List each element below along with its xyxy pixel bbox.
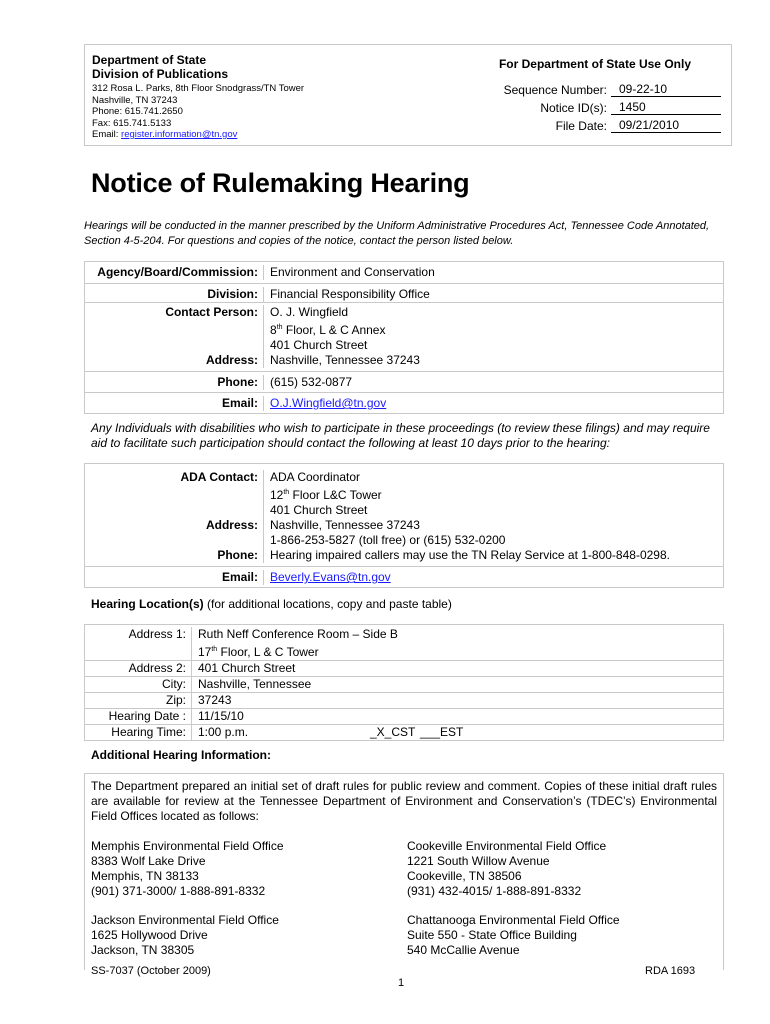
cst-checkbox[interactable]: _X_CST (370, 725, 416, 739)
use-only-title: For Department of State Use Only (498, 57, 691, 71)
office-cookeville-city: Cookeville, TN 38506 (407, 869, 522, 883)
hearing-time-row (85, 724, 723, 740)
address-line2-row (85, 338, 723, 353)
form-number: SS-7037 (October 2009) (91, 965, 211, 977)
office-cookeville-name: Cookeville Environmental Field Office (407, 839, 607, 853)
ada-line1-row (85, 485, 723, 503)
page-title: Notice of Rulemaking Hearing (91, 168, 470, 198)
phone-value: (615) 532-0877 (263, 375, 723, 390)
ada-phone-line2: Hearing impaired callers may use the TN Relay Service at 1-800-848-0298. (263, 548, 723, 563)
rda-number: RDA 1693 (645, 965, 696, 977)
additional-info-heading: Additional Hearing Information: (91, 748, 271, 762)
contact-email-link[interactable]: O.J.Wingfield@tn.gov (270, 396, 387, 410)
agency-row (85, 262, 723, 283)
intro-text: Hearings will be conducted in the manner prescribed by the Uniform Administrative Procedures Act, Tennessee Code Annotated, Section 4-5-204. For questions and copies of the notice, contact the person listed below. (84, 220, 710, 247)
hearing-addr1-row (85, 625, 723, 642)
office-jackson-street: 1625 Hollywood Drive (91, 928, 208, 942)
ada-phone1-row (85, 533, 723, 548)
office-chattanooga (407, 913, 620, 958)
office-jackson (91, 913, 279, 958)
hearing-city-value: Nashville, Tennessee (191, 677, 723, 692)
ada-address-label: Address: (205, 518, 258, 532)
filedate-row (421, 115, 721, 133)
agency-address-line3: Nashville, Tennessee 37243 (263, 353, 723, 368)
ada-phone2-row (85, 548, 723, 566)
hearing-location-heading-note: (for additional locations, copy and paste table) (203, 597, 452, 611)
hearing-zip-label: Zip: (165, 693, 186, 707)
notice-row (421, 97, 721, 115)
address-label: Address: (205, 353, 258, 367)
hearing-addr2-row (85, 660, 723, 676)
phone-label: Phone: (217, 375, 258, 389)
office-memphis-street: 8383 Wolf Lake Drive (91, 854, 206, 868)
dept-phone: Phone: 615.741.2650 (92, 106, 183, 117)
dept-address-line1: 312 Rosa L. Parks, 8th Floor Snodgrass/TN Tower (92, 83, 305, 94)
dept-email-link[interactable]: register.information@tn.gov (121, 129, 238, 140)
ada-contact-row (85, 464, 723, 485)
hearing-location-heading-bold: Hearing Location(s) (91, 597, 204, 611)
hearing-date-label: Hearing Date : (108, 709, 186, 723)
office-chattanooga-street: Suite 550 - State Office Building (407, 928, 577, 942)
ada-phone-line1: 1-866-253-5827 (toll free) or (615) 532-0200 (263, 533, 723, 548)
agency-label: Agency/Board/Commission: (97, 265, 258, 279)
ada-line3-row (85, 518, 723, 533)
email-label: Email: (221, 396, 258, 410)
agency-address-line1: 8th Floor, L & C Annex (263, 320, 723, 338)
additional-info-paragraph: The Department prepared an initial set of draft rules for public review and comment. Copies of these initial draft rules are available for review at the Tennessee Department of Environment and Conservation’s (TDEC’s) Environmental Field Offices located as follows: (91, 779, 717, 823)
hearing-location-heading (91, 597, 452, 611)
hearing-date-row (85, 708, 723, 724)
dept-email-label: Email: (92, 129, 122, 140)
division-name: Division of Publications (92, 67, 229, 81)
agency-value: Environment and Conservation (263, 265, 723, 280)
office-memphis-phone: (901) 371-3000/ 1-888-891-8332 (91, 884, 266, 898)
hearing-addr1-line2: 17th Floor, L & C Tower (191, 642, 723, 660)
ada-phone-label: Phone: (217, 548, 258, 562)
use-only-title-wrap (499, 57, 691, 71)
ada-email-label: Email: (221, 570, 258, 584)
hearing-addr1b-row (85, 642, 723, 660)
office-cookeville-street: 1221 South Willow Avenue (407, 854, 550, 868)
division-label: Division: (207, 287, 258, 301)
hearing-city-label: City: (162, 677, 186, 691)
agency-address-line2: 401 Church Street (263, 338, 723, 353)
filedate-label: File Date: (555, 119, 607, 133)
ada-email-row (85, 566, 723, 587)
header-left (92, 53, 304, 141)
office-memphis-city: Memphis, TN 38133 (91, 869, 199, 883)
division-row (85, 283, 723, 302)
notice-label: Notice ID(s): (540, 101, 607, 115)
hearing-addr1-label: Address 1: (128, 627, 186, 641)
hearing-date-value: 11/15/10 (191, 709, 723, 724)
sequence-row (421, 79, 721, 97)
header-box (84, 44, 732, 146)
ada-line2-row (85, 503, 723, 518)
est-checkbox[interactable]: ___EST (420, 725, 464, 739)
office-jackson-name: Jackson Environmental Field Office (91, 913, 279, 927)
sequence-label: Sequence Number: (503, 83, 607, 97)
ada-email-link[interactable]: Beverly.Evans@tn.gov (270, 570, 391, 584)
hearing-addr2-value: 401 Church Street (191, 661, 723, 676)
dept-email-row (92, 129, 304, 141)
hearing-time-value: 1:00 p.m. (198, 725, 249, 739)
office-cookeville (407, 839, 606, 899)
hearing-addr2-label: Address 2: (128, 661, 186, 675)
contact-label: Contact Person: (165, 305, 258, 319)
header-right-fields (421, 79, 721, 133)
ada-contact-label: ADA Contact: (180, 470, 258, 484)
hearing-zip-row (85, 692, 723, 708)
ada-address-line3: Nashville, Tennessee 37243 (263, 518, 723, 533)
hearing-table (84, 624, 724, 741)
ada-note: Any Individuals with disabilities who wish to participate in these proceedings (to review these filings) and may require aid to facilitate such participation should contact the following at least 10 days prior to the hearing: (91, 421, 710, 450)
office-memphis-name: Memphis Environmental Field Office (91, 839, 284, 853)
contact-row (85, 302, 723, 320)
address-line1-row (85, 320, 723, 338)
filedate-value: 09/21/2010 (611, 118, 721, 133)
office-chattanooga-city: 540 McCallie Avenue (407, 943, 520, 957)
email-row (85, 392, 723, 413)
page-number: 1 (398, 977, 405, 989)
hearing-time-label: Hearing Time: (111, 725, 186, 739)
dept-fax: Fax: 615.741.5133 (92, 117, 172, 129)
address-line3-row (85, 353, 723, 371)
office-jackson-city: Jackson, TN 38305 (91, 943, 195, 957)
ada-address-line2: 401 Church Street (263, 503, 723, 518)
division-value: Financial Responsibility Office (263, 287, 723, 302)
phone-row (85, 371, 723, 392)
ada-contact-value: ADA Coordinator (263, 470, 723, 485)
notice-value: 1450 (611, 100, 721, 115)
agency-table (84, 261, 724, 414)
contact-value: O. J. Wingfield (263, 305, 723, 320)
office-chattanooga-name: Chattanooga Environmental Field Office (407, 913, 620, 927)
hearing-city-row (85, 676, 723, 692)
dept-name: Department of State (92, 53, 207, 67)
hearing-zip-value: 37243 (191, 693, 723, 708)
dept-address-line2: Nashville, TN 37243 (92, 94, 178, 106)
ada-table (84, 463, 724, 588)
office-cookeville-phone: (931) 432-4015/ 1-888-891-8332 (407, 884, 582, 898)
ada-address-line1: 12th Floor L&C Tower (263, 485, 723, 503)
sequence-value: 09-22-10 (611, 82, 721, 97)
hearing-addr1-value: Ruth Neff Conference Room – Side B (191, 627, 723, 642)
office-memphis (91, 839, 284, 899)
